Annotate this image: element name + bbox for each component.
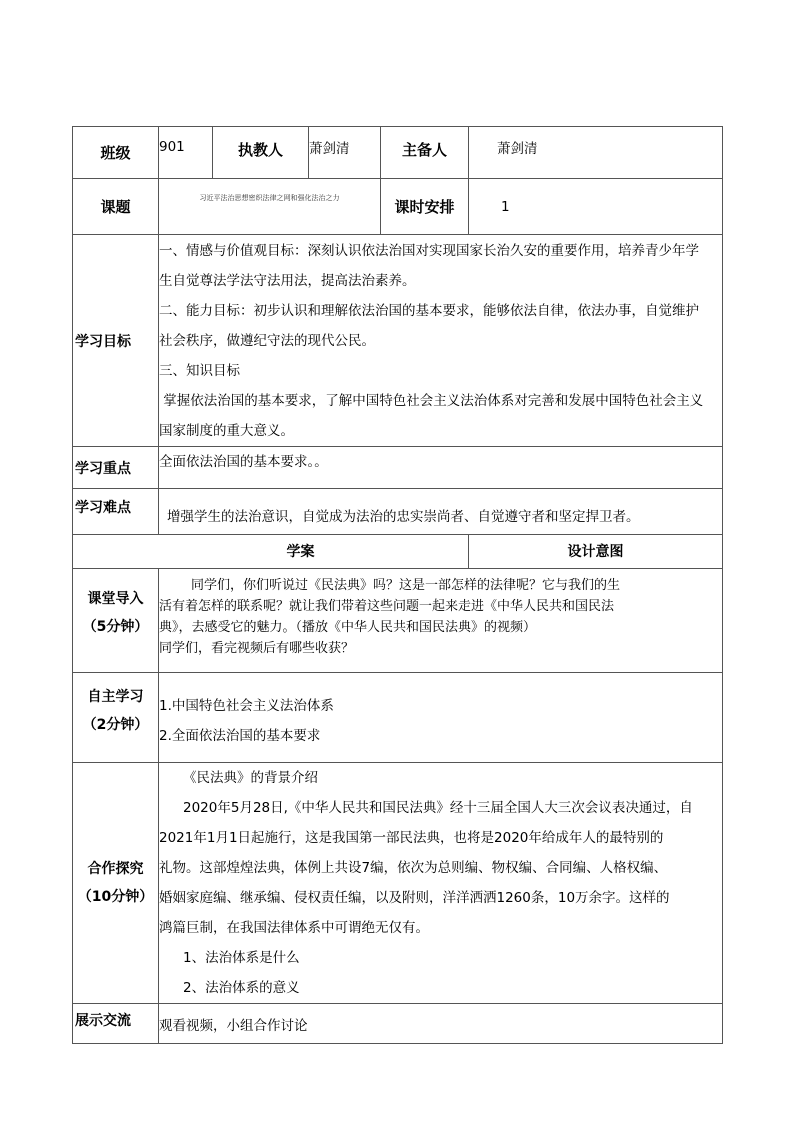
cooperation-line: 2021年1月1日起施行，这是我国第一部民法典，也将是2020年给成年人的最特别的: [159, 830, 664, 846]
difficulty-label: 学习难点: [73, 489, 159, 535]
objective-line: 一、情感与价值观目标：深刻认识依法治国对实现国家长治久安的重要作用，培养青少年学: [159, 243, 699, 259]
objectives-label: 学习目标: [73, 235, 159, 447]
cooperation-line: 2、法治体系的意义: [183, 980, 300, 996]
key-point-label: 学习重点: [73, 447, 159, 489]
cooperation-row: [73, 763, 723, 1004]
intro-line: 同学们，看完视频后有哪些收获？: [159, 641, 355, 656]
objective-line: 生自觉尊法学法守法用法，提高法治素养。: [159, 273, 416, 289]
cooperation-line: 婚姻家庭编、继承编、侵权责任编，以及附则，洋洋洒洒1260条，10万余字。这样的: [159, 890, 670, 906]
objective-line: 三、知识目标: [159, 363, 240, 379]
header-row-1: [73, 127, 723, 179]
design-label: 设计意图: [469, 535, 723, 569]
self-study-label-duration: （2分钟）: [82, 717, 149, 733]
cooperation-label-duration: （10分钟）: [77, 889, 154, 905]
teacher-value: 萧剑清: [309, 127, 381, 179]
intro-label: [73, 569, 159, 673]
objectives-row: [73, 235, 723, 447]
objective-line: 二、能力目标：初步认识和理解依法治国的基本要求，能够依法自律，依法办事，自觉维护: [159, 303, 699, 319]
cooperation-line: 《民法典》的背景介绍: [183, 770, 318, 786]
intro-line: 典》，去感受它的魅力。（播放《中华人民共和国民法典》的视频）: [159, 620, 537, 635]
self-study-item: 1.中国特色社会主义法治体系: [159, 698, 334, 714]
objective-line: 社会秩序，做遵纪守法的现代公民。: [159, 333, 375, 349]
self-study-row: [73, 673, 723, 763]
presentation-row: [73, 1004, 723, 1044]
key-point-row: [73, 447, 723, 489]
plan-label: 学案: [73, 535, 469, 569]
cooperation-label: [73, 763, 159, 1004]
topic-value: 习近平法治思想密织法律之网和强化法治之力: [159, 179, 381, 235]
cooperation-line: 鸿篇巨制，在我国法律体系中可谓绝无仅有。: [159, 920, 429, 936]
cooperation-content: [159, 763, 723, 1004]
intro-line: 活有着怎样的联系呢？就让我们带着这些问题一起来走进《中华人民共和国民法: [159, 599, 615, 614]
difficulty-text: 增强学生的法治意识，自觉成为法治的忠实崇尚者、自觉遵守者和坚定捍卫者。: [159, 489, 723, 535]
lesson-plan-table: [72, 126, 723, 1044]
header-row-2: [73, 179, 723, 235]
class-label: 班级: [73, 127, 159, 179]
preparer-value: 萧剑清: [469, 127, 723, 179]
intro-row: [73, 569, 723, 673]
cooperation-line: 1、法治体系是什么: [183, 950, 300, 966]
schedule-value: 1: [469, 179, 723, 235]
intro-label-duration: （5分钟）: [82, 619, 149, 635]
intro-line: 同学们，你们听说过《民法典》吗？这是一部怎样的法律呢？它与我们的生: [191, 578, 621, 593]
self-study-item: 2.全面依法治国的基本要求: [159, 728, 321, 744]
cooperation-line: 礼物。这部煌煌法典，体例上共设7编，依次为总则编、物权编、合同编、人格权编、: [159, 860, 668, 876]
self-study-label: [73, 673, 159, 763]
intro-content: [159, 569, 723, 673]
self-study-content: [159, 673, 723, 763]
topic-label: 课题: [73, 179, 159, 235]
difficulty-row: [73, 489, 723, 535]
intro-label-title: 课堂导入: [87, 591, 144, 607]
class-value: 901: [159, 127, 213, 179]
presentation-text: 观看视频，小组合作讨论: [159, 1004, 723, 1044]
objective-line: 掌握依法治国的基本要求，了解中国特色社会主义法治体系对完善和发展中国特色社会主义: [159, 393, 704, 409]
presentation-label: 展示交流: [73, 1004, 159, 1044]
plan-header-row: [73, 535, 723, 569]
key-point-text: 全面依法治国的基本要求。。: [159, 447, 723, 489]
schedule-label: 课时安排: [381, 179, 469, 235]
self-study-label-title: 自主学习: [87, 689, 144, 705]
cooperation-line: 2020年5月28日,《中华人民共和国民法典》经十三届全国人大三次会议表决通过，自: [183, 800, 693, 816]
objective-line: 国家制度的重大意义。: [159, 423, 294, 439]
teacher-label: 执教人: [213, 127, 309, 179]
cooperation-label-title: 合作探究: [87, 861, 144, 877]
preparer-label: 主备人: [381, 127, 469, 179]
objectives-content: [159, 235, 723, 447]
